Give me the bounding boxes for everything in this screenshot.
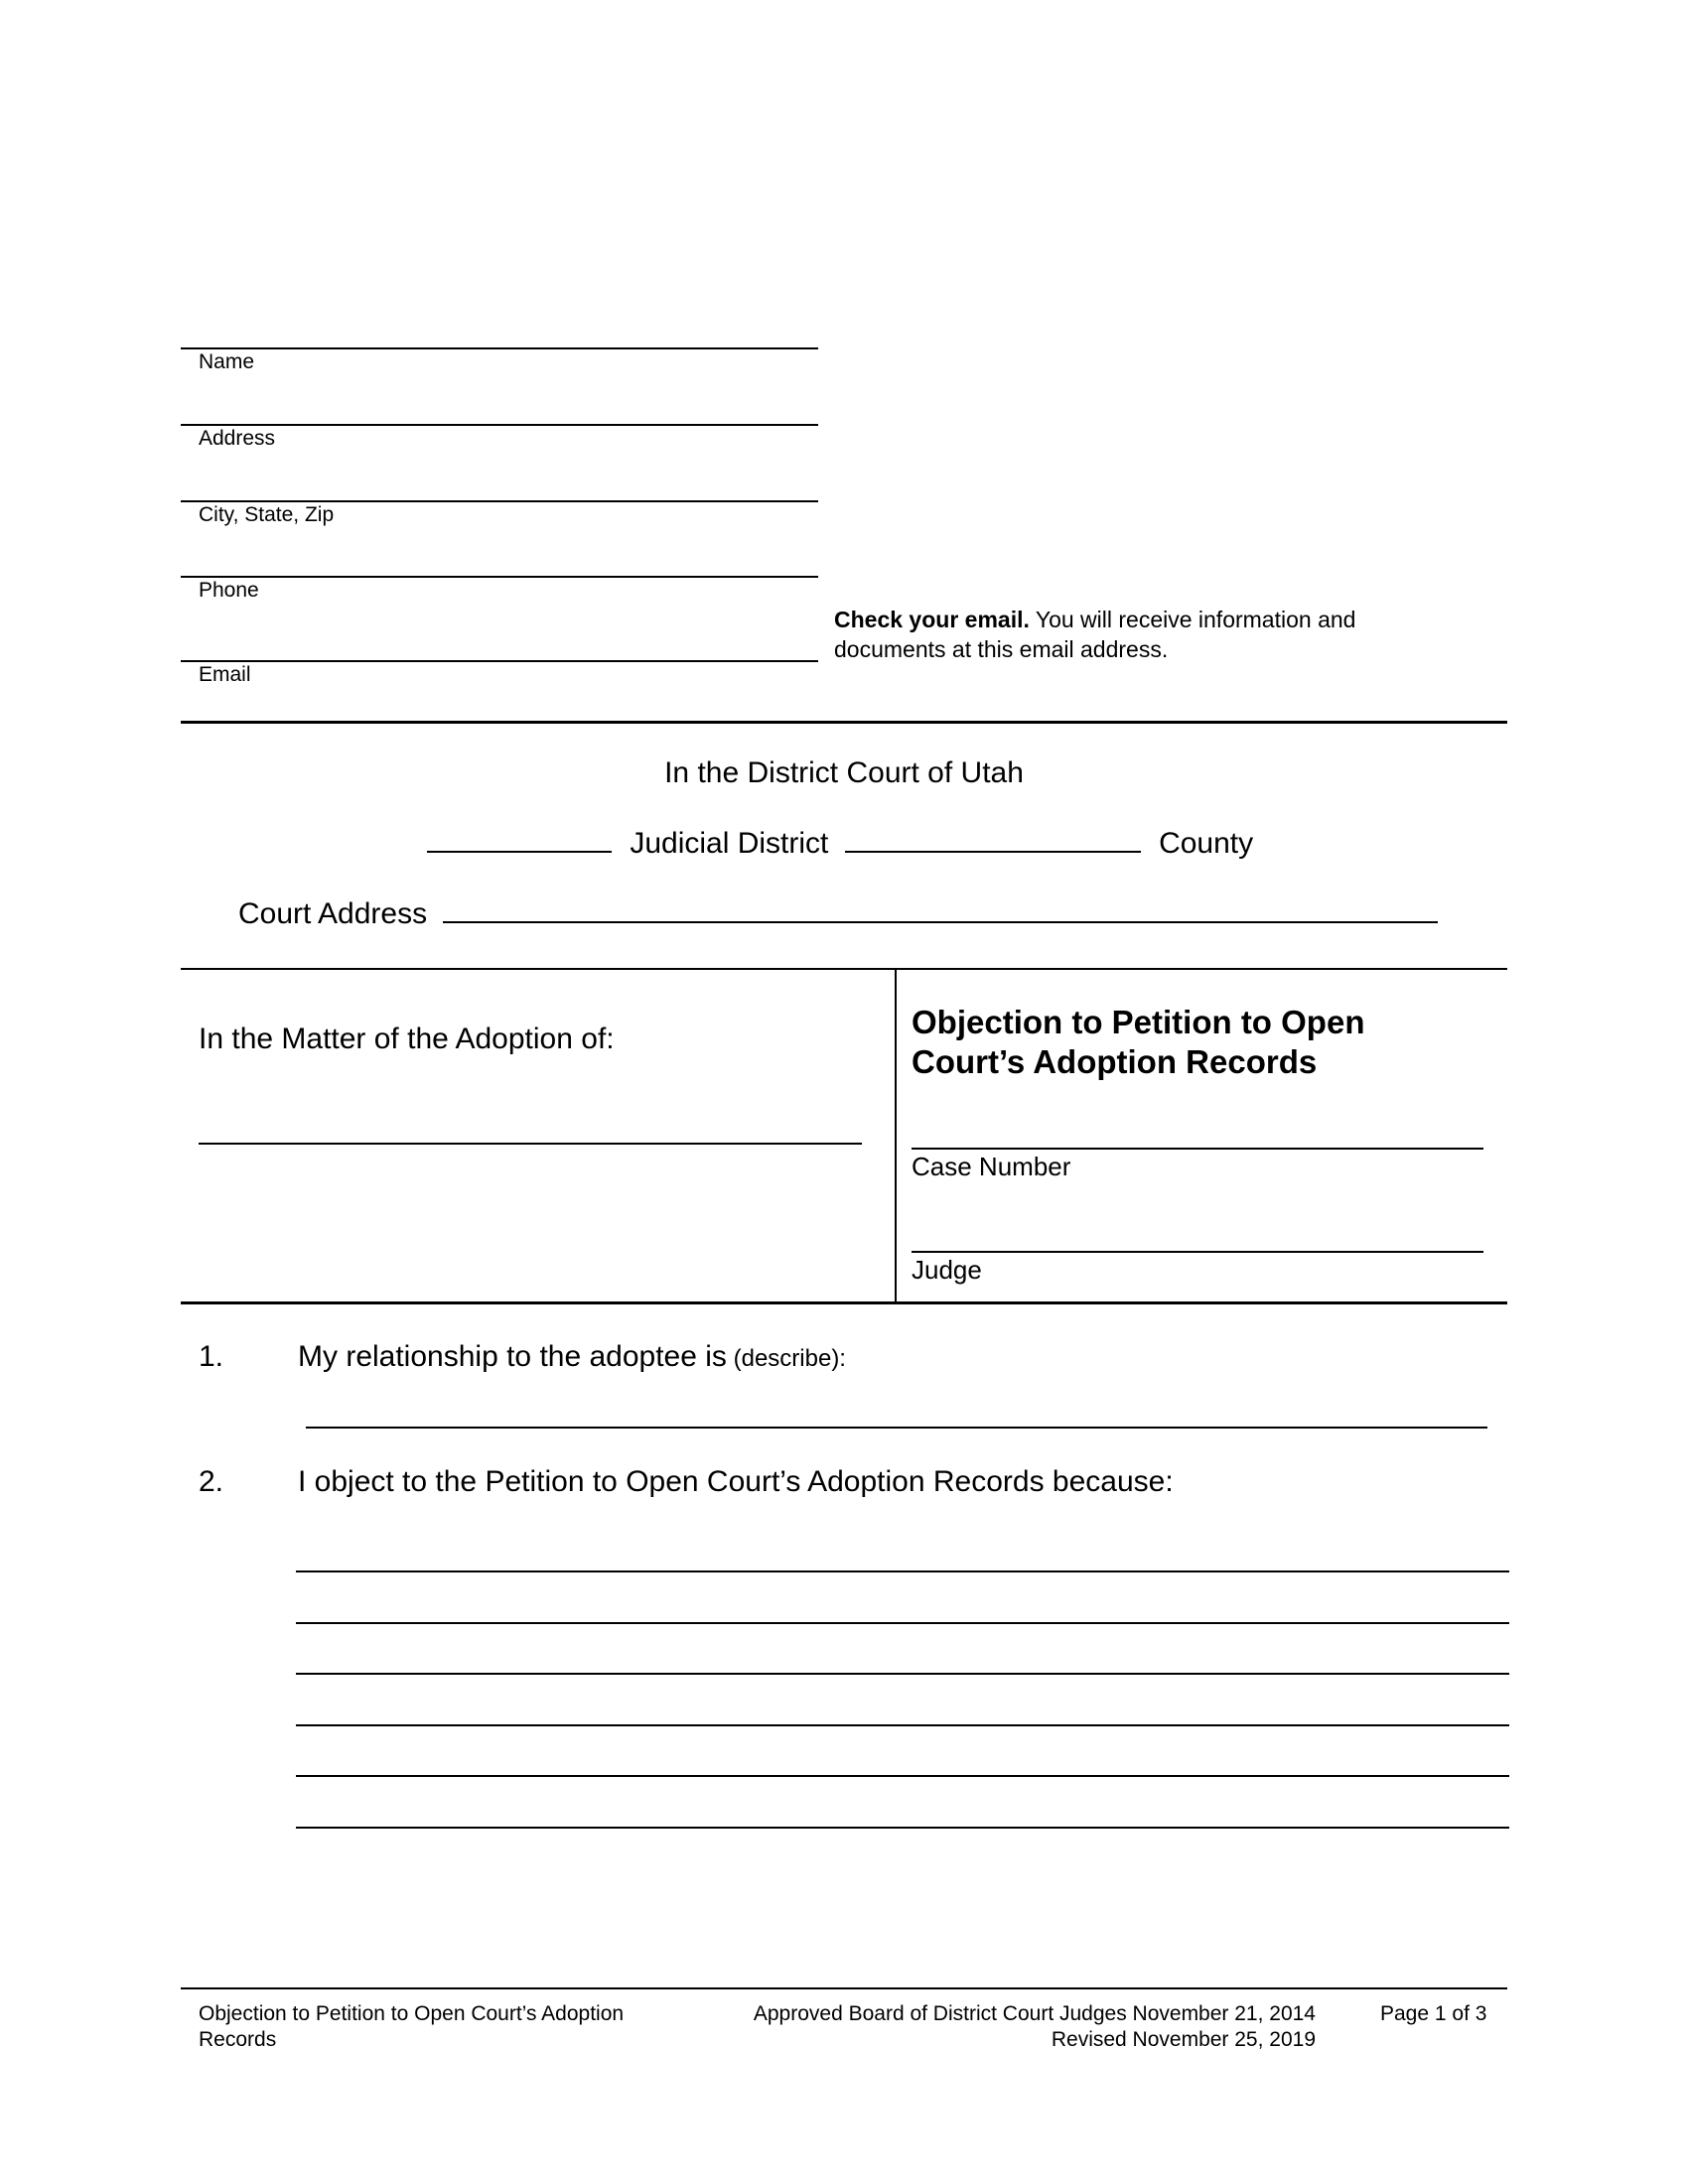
- email-note-bold: Check your email.: [834, 607, 1030, 632]
- header-divider: [181, 721, 1507, 724]
- title-line-2: Court’s Adoption Records: [912, 1043, 1318, 1080]
- address-input[interactable]: [184, 390, 809, 422]
- case-number-label: Case Number: [912, 1152, 1071, 1181]
- case-number-line: [912, 1148, 1483, 1150]
- reason-input-1[interactable]: [300, 1537, 1505, 1569]
- item-1-note: (describe):: [726, 1345, 846, 1372]
- judge-label: Judge: [912, 1255, 982, 1285]
- address-line: [181, 424, 818, 426]
- adoptee-name-line: [199, 1143, 862, 1145]
- document-title: [912, 1003, 1364, 1082]
- title-line-1: Objection to Petition to Open: [912, 1004, 1365, 1040]
- email-label: Email: [199, 663, 251, 686]
- caption-top-line: [181, 968, 1507, 970]
- caption-bottom-line: [181, 1301, 1507, 1304]
- court-address-blank[interactable]: [443, 921, 1438, 923]
- court-address-row: [238, 897, 1438, 931]
- adoptee-name-input[interactable]: [201, 1110, 860, 1142]
- reason-line-5: [296, 1775, 1509, 1777]
- court-heading: In the District Court of Utah: [664, 756, 1024, 789]
- city-state-zip-label: City, State, Zip: [199, 503, 335, 526]
- footer-approval: [695, 2001, 1316, 2053]
- item-2-text: I object to the Petition to Open Court’s Adoption Records because:: [298, 1465, 1174, 1498]
- reason-line-4: [296, 1724, 1509, 1726]
- footer-form-title-line-1: Objection to Petition to Open Court’s Adoption: [199, 2002, 625, 2025]
- city-state-zip-input[interactable]: [184, 467, 809, 498]
- name-line: [181, 347, 818, 349]
- email-line: [181, 660, 818, 662]
- phone-label: Phone: [199, 579, 259, 602]
- reason-input-5[interactable]: [300, 1741, 1505, 1773]
- reason-line-6: [296, 1827, 1509, 1829]
- relationship-line: [306, 1427, 1487, 1429]
- relationship-input[interactable]: [310, 1392, 1481, 1424]
- email-note-line1: You will receive information and: [1029, 607, 1356, 632]
- email-note-line2: documents at this email address.: [834, 636, 1169, 662]
- reason-input-6[interactable]: [300, 1793, 1505, 1825]
- footer-approved-date: Approved Board of District Court Judges November 21, 2014: [753, 2002, 1316, 2025]
- item-1-statement: My relationship to the adoptee is: [298, 1340, 727, 1373]
- email-note: [834, 605, 1355, 664]
- address-label: Address: [199, 427, 276, 450]
- judicial-district-blank[interactable]: [427, 851, 612, 853]
- name-input[interactable]: [184, 314, 809, 345]
- item-1-number: 1.: [199, 1340, 224, 1373]
- judge-line: [912, 1251, 1483, 1253]
- reason-input-4[interactable]: [300, 1691, 1505, 1722]
- reason-input-2[interactable]: [300, 1588, 1505, 1620]
- email-input[interactable]: [184, 626, 809, 658]
- reason-line-1: [296, 1570, 1509, 1572]
- footer-form-title-line-2: Records: [199, 2028, 277, 2051]
- caption-divider: [895, 969, 897, 1302]
- item-1-text: [298, 1340, 846, 1374]
- reason-line-2: [296, 1622, 1509, 1624]
- county-label: County: [1159, 827, 1254, 860]
- phone-input[interactable]: [184, 542, 809, 574]
- reason-input-3[interactable]: [300, 1639, 1505, 1671]
- footer-form-title: [199, 2001, 624, 2053]
- case-number-input[interactable]: [914, 1114, 1479, 1146]
- judicial-district-row: [427, 827, 1253, 861]
- footer-revised-date: Revised November 25, 2019: [1051, 2028, 1316, 2051]
- footer-page-number: Page 1 of 3: [1380, 2002, 1487, 2025]
- court-address-label: Court Address: [238, 897, 428, 930]
- city-state-zip-line: [181, 500, 818, 502]
- name-label: Name: [199, 350, 255, 373]
- reason-line-3: [296, 1673, 1509, 1675]
- footer-divider: [181, 1987, 1507, 1989]
- phone-line: [181, 576, 818, 578]
- judicial-district-label: Judicial District: [630, 827, 829, 860]
- judge-input[interactable]: [914, 1217, 1479, 1249]
- matter-label: In the Matter of the Adoption of:: [199, 1023, 615, 1055]
- county-blank[interactable]: [845, 851, 1141, 853]
- item-2-number: 2.: [199, 1465, 224, 1498]
